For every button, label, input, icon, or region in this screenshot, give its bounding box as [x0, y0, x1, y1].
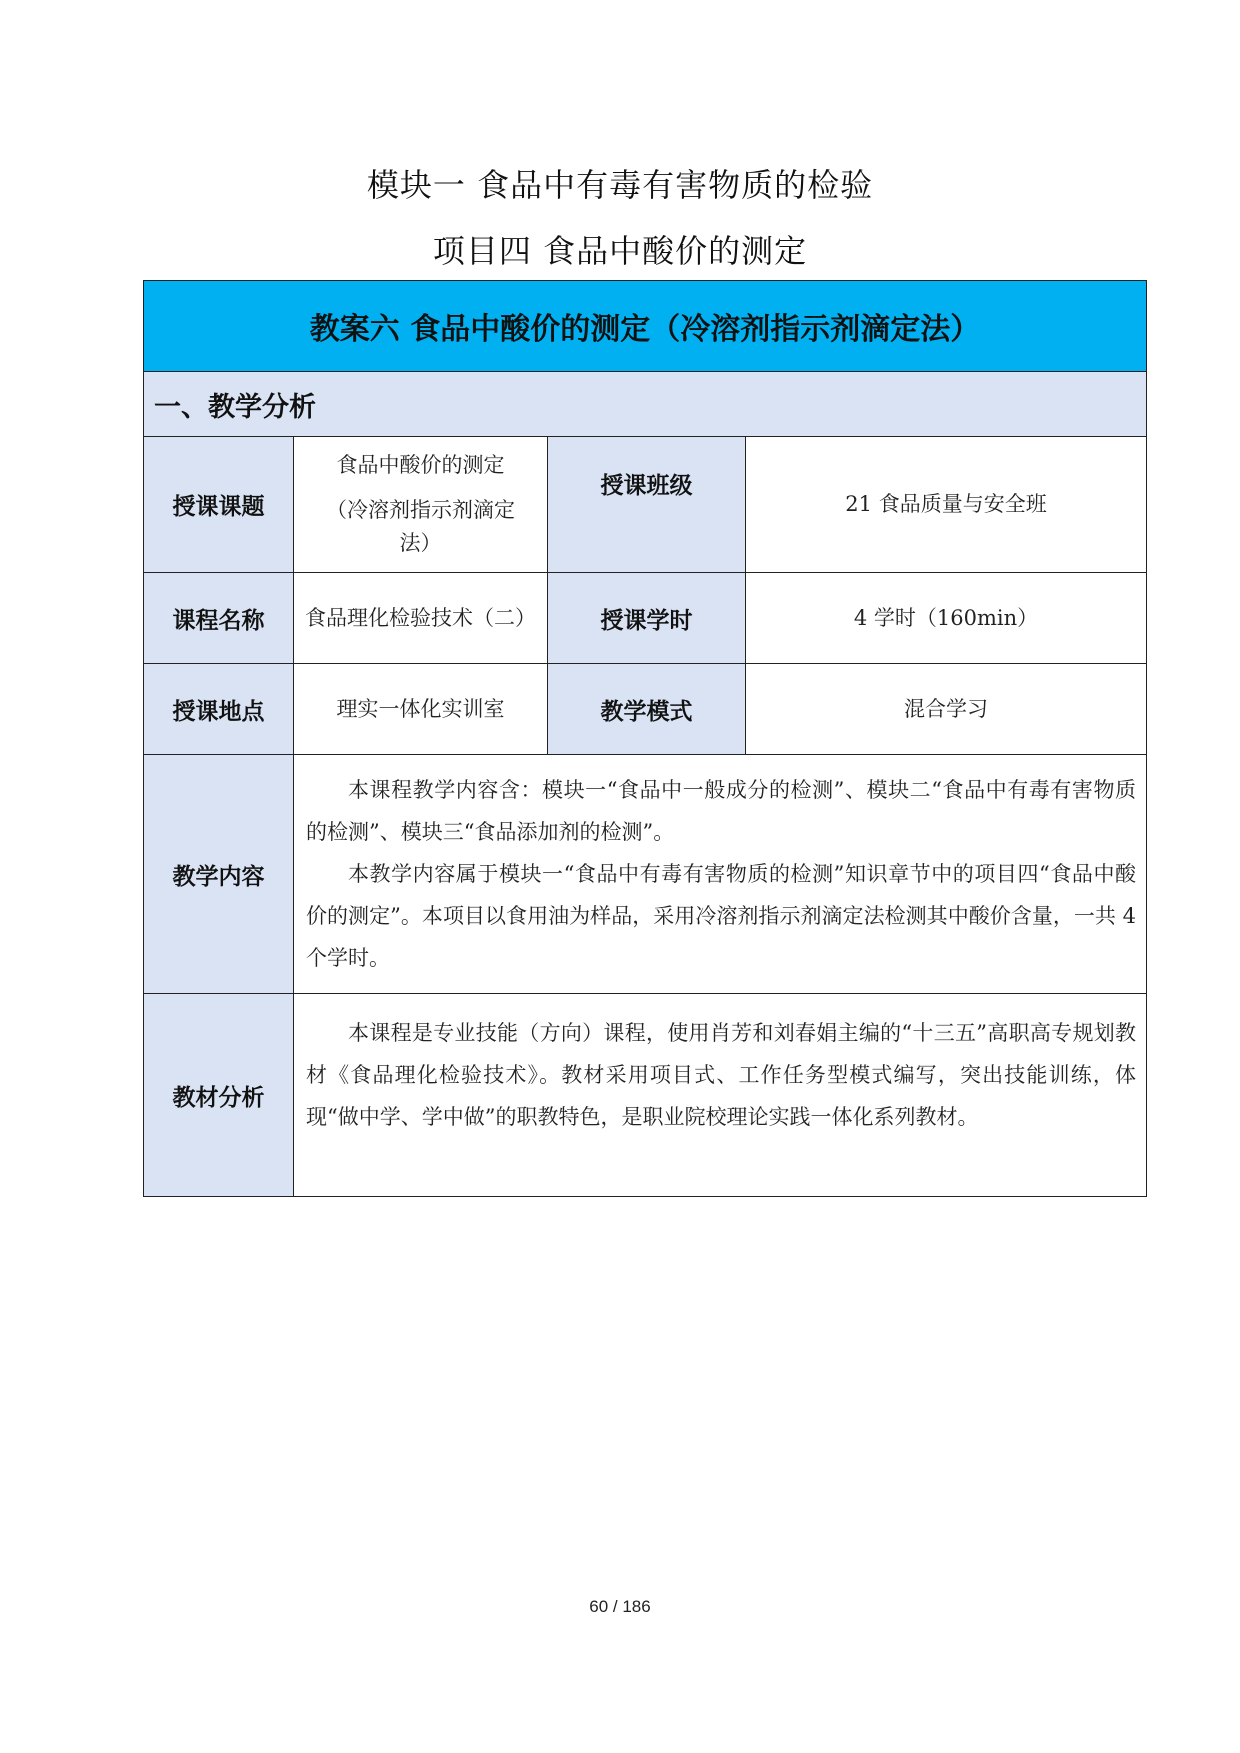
- topic-value: [294, 437, 548, 573]
- topic-value-line3: 法）: [399, 531, 442, 555]
- class-label: 授课班级: [548, 437, 746, 573]
- content-paragraph-1: 本课程教学内容含：模块一“食品中一般成分的检测”、模块二“食品中有毒有害物质的检测”、模块三“食品添加剂的检测”。: [306, 778, 1137, 844]
- mode-label: 教学模式: [548, 664, 746, 755]
- class-value: 21 食品质量与安全班: [746, 437, 1147, 573]
- page-number: 60 / 186: [589, 1597, 651, 1616]
- topic-value-line2: （冷溶剂指示剂滴定: [326, 498, 515, 522]
- textbook-text: [294, 994, 1147, 1197]
- content-label: 教学内容: [144, 755, 294, 994]
- hours-label: 授课学时: [548, 573, 746, 664]
- section-title: 一、教学分析: [144, 372, 1147, 437]
- textbook-label: 教材分析: [144, 994, 294, 1197]
- mode-value: 混合学习: [746, 664, 1147, 755]
- topic-label: 授课课题: [144, 437, 294, 573]
- textbook-paragraph: 本课程是专业技能（方向）课程，使用肖芳和刘春娟主编的“十三五”高职高专规划教材《食品理化检验技术》。教材采用项目式、工作任务型模式编写，突出技能训练，体现“做中学、学中做”的职教特色，是职业院校理论实践一体化系列教材。: [306, 1021, 1137, 1129]
- course-value: 食品理化检验技术（二）: [294, 573, 548, 664]
- location-label: 授课地点: [144, 664, 294, 755]
- course-label: 课程名称: [144, 573, 294, 664]
- topic-value-line1: 食品中酸价的测定: [336, 453, 505, 477]
- lesson-plan-banner: 教案六 食品中酸价的测定（冷溶剂指示剂滴定法）: [144, 281, 1147, 372]
- hours-value: 4 学时（160min）: [746, 573, 1147, 664]
- module-title: 模块一 食品中有毒有害物质的检验: [366, 166, 874, 204]
- content-text: [294, 755, 1147, 994]
- location-value: 理实一体化实训室: [294, 664, 548, 755]
- project-title: 项目四 食品中酸价的测定: [432, 232, 808, 270]
- content-paragraph-2: 本教学内容属于模块一“食品中有毒有害物质的检测”知识章节中的项目四“食品中酸价的测定”。本项目以食用油为样品，采用冷溶剂指示剂滴定法检测其中酸价含量，一共 4 个学时。: [306, 862, 1137, 970]
- lesson-plan-table: [143, 280, 1147, 1197]
